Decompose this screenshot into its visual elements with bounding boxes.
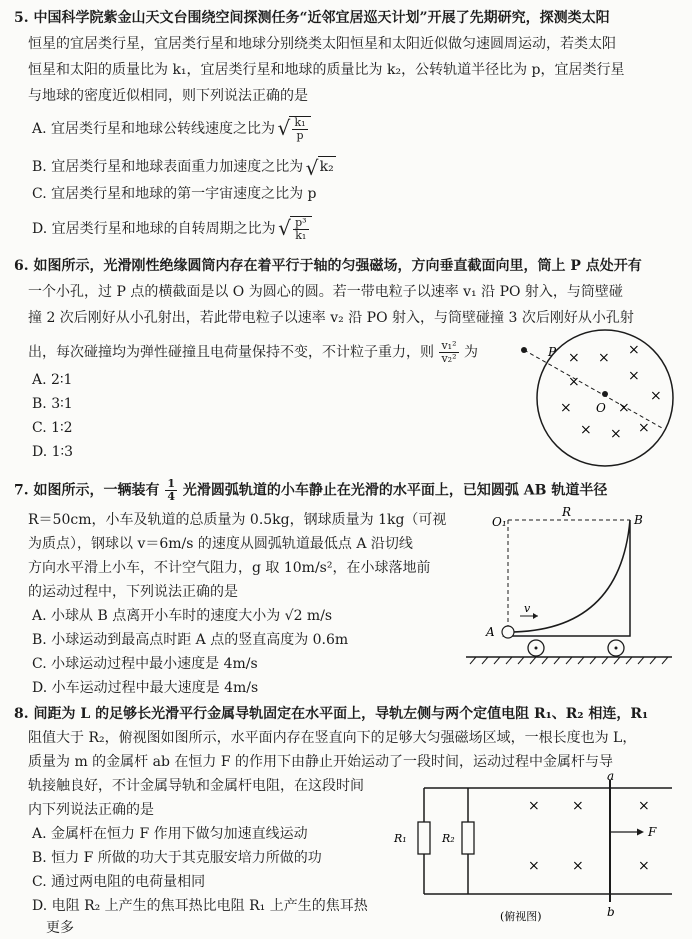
- q7-figure: [462, 505, 682, 668]
- q6-field-crosses: [560, 342, 662, 442]
- q8-cross: ×: [638, 858, 650, 874]
- q7-option-d: D. 小车运动过程中最大速度是 4m/s: [32, 680, 259, 696]
- q7-label-b: B: [634, 513, 643, 527]
- q8-resistor-r1: [418, 822, 430, 854]
- q6-stem-line4: [28, 340, 478, 365]
- q7-label-r: R: [562, 505, 572, 519]
- q6-cross: ×: [650, 388, 662, 404]
- q7-stem-line5: 的运动过程中，下列说法正确的是: [28, 584, 238, 600]
- q8-figure-caption: (俯视图): [500, 910, 542, 923]
- q5-option-d-sqrt: [280, 216, 311, 242]
- q7-wheel-left-axle: [535, 647, 538, 650]
- q6-cross: ×: [628, 368, 640, 384]
- q7-option-a: A. 小球从 B 点离开小车时的速度大小为 √2 m/s: [32, 608, 333, 624]
- q7-label-v: v: [524, 602, 531, 615]
- q5-stem-line2: 恒星的宜居类行星，宜居类行星和地球分别绕类太阳恒星和太阳近似做匀速圆周运动，若类太阳: [28, 36, 616, 52]
- q5-option-d-text: D. 宜居类行星和地球的自转周期之比为: [32, 221, 276, 237]
- q7-fraction-numerator: 1: [167, 477, 176, 490]
- q5-option-a-text: A. 宜居类行星和地球公转线速度之比为: [32, 121, 276, 137]
- q7-stem-line3: 为质点），钢球以 v＝6m/s 的速度从圆弧轨道最低点 A 沿切线: [28, 536, 413, 552]
- q8-label-r1: R₁: [394, 832, 407, 845]
- q6-ratio-denominator: v₂²: [441, 352, 457, 365]
- q5-option-b-sqrt: [308, 156, 336, 178]
- q6-option-a: A. 2∶1: [32, 372, 73, 388]
- q8-label-f: F: [648, 825, 657, 839]
- q7-ground-hatching: [470, 657, 668, 664]
- q8-cross: ×: [572, 858, 584, 874]
- q5-stem-line4: 与地球的密度近似相同，则下列说法正确的是: [28, 88, 308, 104]
- q5-option-c: C. 宜居类行星和地球的第一宇宙速度之比为 p: [32, 186, 317, 202]
- q6-po-dashed-line: [524, 350, 662, 428]
- q7-steel-ball: [502, 626, 514, 638]
- q6-cross: ×: [568, 374, 580, 390]
- q8-cross: ×: [638, 798, 650, 814]
- q6-cross: ×: [560, 400, 572, 416]
- q7-velocity-arrowhead: [533, 613, 538, 619]
- q6-cross: ×: [610, 426, 622, 442]
- q7-label-a: A: [486, 625, 495, 639]
- q8-stem-line3: 质量为 m 的金属杆 ab 在恒力 F 的作用下由静止开始运动了一段时间，运动过程中金属杆与导: [28, 754, 613, 770]
- q8-option-d-line2: 更多: [46, 920, 74, 936]
- q5-option-a-sqrt: [279, 116, 310, 142]
- q8-stem-line1: 8. 间距为 L 的足够长光滑平行金属导轨固定在水平面上，导轨左侧与两个定值电阻 R₁、R₂ 相连，R₁: [14, 706, 649, 722]
- q6-ratio-numerator: v₁²: [441, 339, 457, 352]
- q6-stem-line1: 6. 如图所示，光滑刚性绝缘圆筒内存在着平行于轴的匀强磁场，方向垂直截面向里，筒上 P 点处开有: [14, 258, 642, 274]
- q8-option-b: B. 恒力 F 所做的功大于其克服安培力所做的功: [32, 850, 322, 866]
- q5-option-d: [32, 216, 312, 242]
- q6-stem-line3: 撞 2 次后刚好从小孔射出，若此带电粒子以速率 v₂ 沿 PO 射入，与筒壁碰撞 3 次后刚好从小孔射: [28, 310, 634, 326]
- q6-cross: ×: [628, 342, 640, 358]
- q5-option-b: [32, 156, 336, 178]
- q8-cross: ×: [572, 798, 584, 814]
- q6-label-p: P: [548, 345, 557, 359]
- q8-option-d-line1: D. 电阻 R₂ 上产生的焦耳热比电阻 R₁ 上产生的焦耳热: [32, 898, 368, 914]
- q8-cross: ×: [528, 858, 540, 874]
- q8-stem-line5: 内下列说法正确的是: [28, 802, 154, 818]
- q8-resistor-r2: [462, 822, 474, 854]
- q7-option-c: C. 小球运动过程中最小速度是 4m/s: [32, 656, 258, 672]
- q7-stem-line2: R＝50cm，小车及轨道的总质量为 0.5kg，钢球质量为 1kg（可视: [28, 512, 447, 528]
- q8-option-c: C. 通过两电阻的电荷量相同: [32, 874, 206, 890]
- q6-option-b: B. 3∶1: [32, 396, 73, 412]
- q6-stem-line4-end: 为: [463, 344, 478, 361]
- q6-center-dot: [602, 391, 608, 397]
- q8-stem-line4: 轨接触良好，不计金属导轨和金属杆电阻，在这段时间: [28, 778, 364, 794]
- q6-cross: ×: [580, 422, 592, 438]
- q5-option-b-radicand: k₂: [318, 156, 336, 178]
- q6-cross: ×: [618, 400, 630, 416]
- q5-option-a-denominator: p: [296, 129, 304, 142]
- q5-stem-line3: 恒星和太阳的质量比为 k₁，宜居类行星和地球的质量比为 k₂，公转轨道半径比为 p，宜居类行星: [28, 62, 625, 78]
- q7-stem-line1a: 7. 如图所示，一辆装有: [14, 482, 160, 499]
- q8-cross: ×: [528, 798, 540, 814]
- q8-figure: [390, 769, 686, 930]
- q6-figure: [510, 328, 680, 478]
- q5-stem-line1: 5. 中国科学院紫金山天文台围绕空间探测任务“近邻宜居巡天计划”开展了先期研究，探测类太阳: [14, 10, 610, 26]
- q8-field-crosses: [528, 798, 650, 874]
- q5-option-a-numerator: √ k₁: [294, 116, 306, 129]
- q6-stem-line2: 一个小孔，过 P 点的横截面是以 O 为圆心的圆。若一带电粒子以速率 v₁ 沿 PO 射入，与筒壁碰: [28, 284, 623, 300]
- q7-stem-line1b: 光滑圆弧轨道的小车静止在光滑的水平面上，已知圆弧 AB 轨道半径: [182, 482, 608, 499]
- q5-option-a: [32, 116, 311, 142]
- q7-wheel-right-axle: [615, 647, 618, 650]
- q7-stem-line4: 方向水平滑上小车，不计空气阻力，g 取 10m/s²，在小球落地前: [28, 560, 431, 576]
- q5-option-b-text: B. 宜居类行星和地球表面重力加速度之比为: [32, 159, 304, 175]
- q5-option-d-numerator: √ p³: [295, 216, 307, 229]
- q6-label-o: O: [596, 401, 606, 415]
- q7-option-b: B. 小球运动到最高点时距 A 点的竖直高度为 0.6m: [32, 632, 349, 648]
- q5-option-d-denominator: k₁: [295, 229, 307, 242]
- q8-stem-line2: 阻值大于 R₂，俯视图如图所示，水平面内存在竖直向下的足够大匀强磁场区域，一根长度也为 L，: [28, 730, 637, 746]
- q8-label-b: b: [607, 905, 615, 919]
- q8-force-arrowhead: [637, 829, 644, 836]
- q7-quarter-fraction: [165, 478, 177, 503]
- q6-cross: ×: [638, 420, 650, 436]
- q6-stem-line4-text: 出，每次碰撞均为弹性碰撞且电荷量保持不变，不计粒子重力，则: [28, 344, 434, 361]
- q8-option-a: A. 金属杆在恒力 F 作用下做匀加速直线运动: [32, 826, 308, 842]
- q6-option-d: D. 1∶3: [32, 444, 74, 460]
- q7-cart-track: [504, 520, 630, 636]
- q8-label-a: a: [607, 769, 615, 783]
- q6-cross: ×: [568, 350, 580, 366]
- q7-label-o1: O₁: [492, 515, 507, 529]
- q6-option-c: C. 1∶2: [32, 420, 73, 436]
- q7-fraction-denominator: 4: [167, 490, 176, 503]
- q6-cross: ×: [598, 350, 610, 366]
- q6-ratio-fraction: [439, 340, 458, 365]
- q8-label-r2: R₂: [442, 832, 455, 845]
- q6-particle-dot: [521, 347, 527, 353]
- q7-stem-line1: [14, 478, 607, 503]
